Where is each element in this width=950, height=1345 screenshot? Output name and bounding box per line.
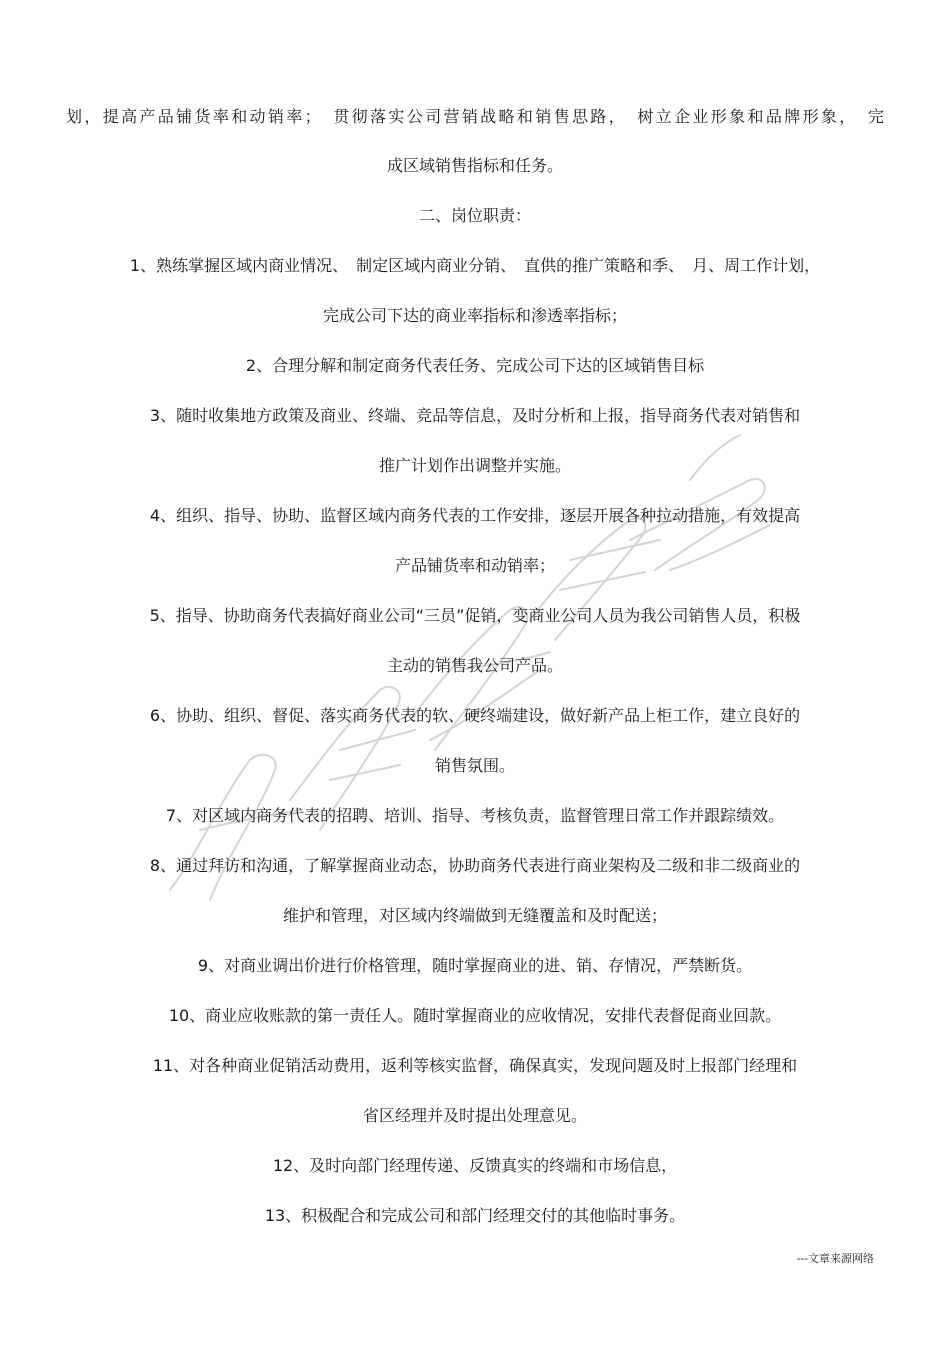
text-line: 5、指导、协助商务代表搞好商业公司“三员”促销，变商业公司人员为我公司销售人员，积极: [149, 606, 801, 625]
text-line: 产品铺货率和动销率；: [394, 556, 555, 575]
text-line: 4、组织、指导、协助、监督区域内商务代表的工作安排，逐层开展各种拉动措施，有效提高: [149, 506, 801, 525]
text-line: 推广计划作出调整并实施。: [378, 456, 571, 475]
text-line: 13、积极配合和完成公司和部门经理交付的其他临时事务。: [264, 1206, 686, 1225]
section-heading: 二、岗位职责：: [418, 206, 531, 225]
text-line: 11、对各种商业促销活动费用，返利等核实监督，确保真实，发现问题及时上报部门经理和: [152, 1056, 798, 1075]
text-line: 12、及时向部门经理传递、反馈真实的终端和市场信息，: [272, 1156, 678, 1175]
source-note: ---文章来源网络: [796, 1252, 874, 1265]
text-line: 省区经理并及时提出处理意见。: [362, 1106, 587, 1125]
text-line: 9、对商业调出价进行价格管理，随时掌握商业的进、销、存情况，严禁断货。: [197, 956, 753, 975]
text-line: 6、协助、组织、督促、落实商务代表的软、硬终端建设，做好新产品上柜工作，建立良好的: [149, 706, 801, 725]
text-line: 2、合理分解和制定商务代表任务、完成公司下达的区域销售目标: [245, 356, 705, 375]
text-line: 销售氛围。: [434, 756, 515, 775]
text-line: 维护和管理，对区域内终端做到无缝覆盖和及时配送；: [282, 906, 667, 925]
text-line: 3、随时收集地方政策及商业、终端、竞品等信息，及时分析和上报，指导商务代表对销售和: [149, 406, 801, 425]
text-line: 主动的销售我公司产品。: [386, 656, 563, 675]
text-line: 完成公司下达的商业率指标和渗透率指标；: [322, 306, 627, 325]
text-line: 7、对区域内商务代表的招聘、培训、指导、考核负责，监督管理日常工作并跟踪绩效。: [165, 806, 785, 825]
text-line: 1、熟练掌握区域内商业情况、 制定区域内商业分销、 直供的推广策略和季、 月、周工作计划，: [129, 256, 821, 275]
text-line: 成区域销售指标和任务。: [386, 156, 563, 175]
text-line: 划，提高产品铺货率和动销率； 贯彻落实公司营销战略和销售思路， 树立企业形象和品牌形象， 完: [66, 107, 884, 126]
text-line: 8、通过拜访和沟通，了解掌握商业动态，协助商务代表进行商业架构及二级和非二级商业的: [149, 856, 801, 875]
text-line: 10、商业应收账款的第一责任人。随时掌握商业的应收情况，安排代表督促商业回款。: [168, 1006, 782, 1025]
